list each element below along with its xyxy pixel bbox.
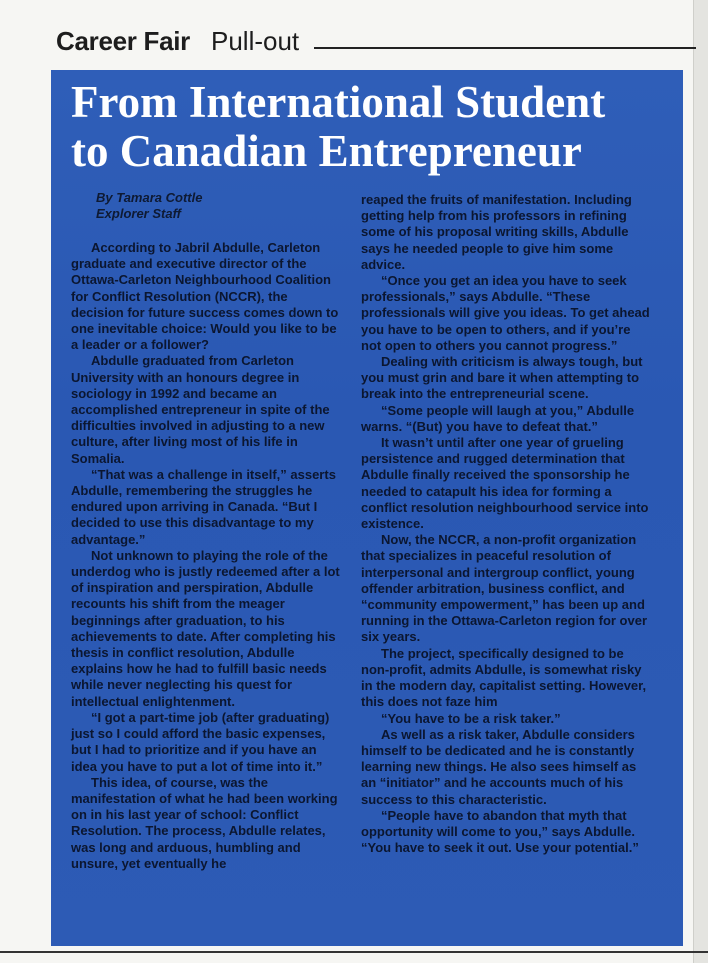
paragraph: Not unknown to playing the role of the underdog who is justly redeemed after a lot of inspiration and perspiration, Abdulle recounts his shift from the meager beginnings after graduation, to his achievements to date. After completing his thesis in conflict resolution, Abdulle explains how he had to fulfill basic needs while never neglecting his quest for intellectual enlightenment. <box>71 547 340 709</box>
paragraph: According to Jabril Abdulle, Carleton graduate and executive director of the Ottawa-Carleton Neighbourhood Coalition for Conflict Resolution (NCCR), the decision for future success comes down to one inevitable choice: Would you like to be a leader or a follower? <box>71 240 339 353</box>
section-subtitle: Pull-out <box>211 26 300 56</box>
paragraph: reaped the fruits of manifestation. Including getting help from his professors in refining some of his proposal writing skills, Abdulle says he needed people to give him some advice. <box>361 192 632 272</box>
paragraph: “People have to abandon that myth that opportunity will come to you,” says Abdulle. “You have to seek it out. Use your potential.” <box>361 807 639 856</box>
paragraph: “That was a challenge in itself,” asserts Abdulle, remembering the struggles he endured upon arriving in Canada. “But I decided to use this disadvantage to my advantage.” <box>71 466 336 547</box>
paragraph: Dealing with criticism is always tough, but you must grin and bare it when attempting to break into the entrepreneurial scene. <box>361 354 643 402</box>
page-bottom-rule <box>0 951 708 953</box>
paragraph: “You have to be a risk taker.” <box>381 710 561 726</box>
byline <box>96 190 202 222</box>
headline-line-2: to Canadian Entrepreneur <box>71 126 582 176</box>
paragraph: “Once you get an idea you have to seek professionals,” says Abdulle. “These professionals will give you ideas. To get ahead you have to be open to others, and if you’re not open to others you cannot progress.” <box>361 273 650 353</box>
article-panel <box>51 70 683 946</box>
byline-name: By Tamara Cottle <box>96 190 203 205</box>
paragraph: Now, the NCCR, a non-profit organization that specializes in peaceful resolution of interpersonal and intergroup conflict, young offender arbitration, business conflict, and “community empowerment,” has been up and running in the Ottawa-Carleton region for over six years. <box>361 532 648 645</box>
article-column-right <box>361 192 653 856</box>
paragraph: It wasn’t until after one year of grueling persistence and rugged determination that Abdulle finally received the sponsorship he needed to catapult his idea for forming a conflict resolution neighbourhood service into existence. <box>361 435 649 532</box>
paragraph: “I got a part-time job (after graduating) just so I could afford the basic expenses, but I had to prioritize and if you have an idea you have to put a lot of time into it.” <box>71 709 330 774</box>
paragraph: Abdulle graduated from Carleton University with an honours degree in sociology in 1992 and became an accomplished entrepreneur in spite of the difficulties involved in adjusting to a new culture, after living most of his life in Somalia. <box>71 353 330 466</box>
section-header <box>56 26 696 60</box>
headline-line-1: From International Student <box>71 77 606 127</box>
paragraph: The project, specifically designed to be non-profit, admits Abdulle, is somewhat risky in the modern day, capitalist setting. However, this does not faze him <box>361 645 647 710</box>
article-column-left <box>71 240 343 872</box>
section-title: Career Fair <box>56 26 190 56</box>
header-rule <box>314 47 696 49</box>
byline-role: Explorer Staff <box>96 206 182 221</box>
headline <box>71 78 681 176</box>
paragraph: This idea, of course, was the manifestation of what he had been working on in his last year of school: Conflict Resolution. The process, Abdulle relates, was long and arduous, humbling and unsure, yet eventually he <box>71 774 338 871</box>
paragraph: “Some people will laugh at you,” Abdulle warns. “(But) you have to defeat that.” <box>361 402 635 434</box>
paragraph: As well as a risk taker, Abdulle considers himself to be dedicated and he is constantly learning new things. He also sees himself as an “initiator” and he accounts much of his success to this characteristic. <box>361 726 637 807</box>
page-edge <box>693 0 708 963</box>
